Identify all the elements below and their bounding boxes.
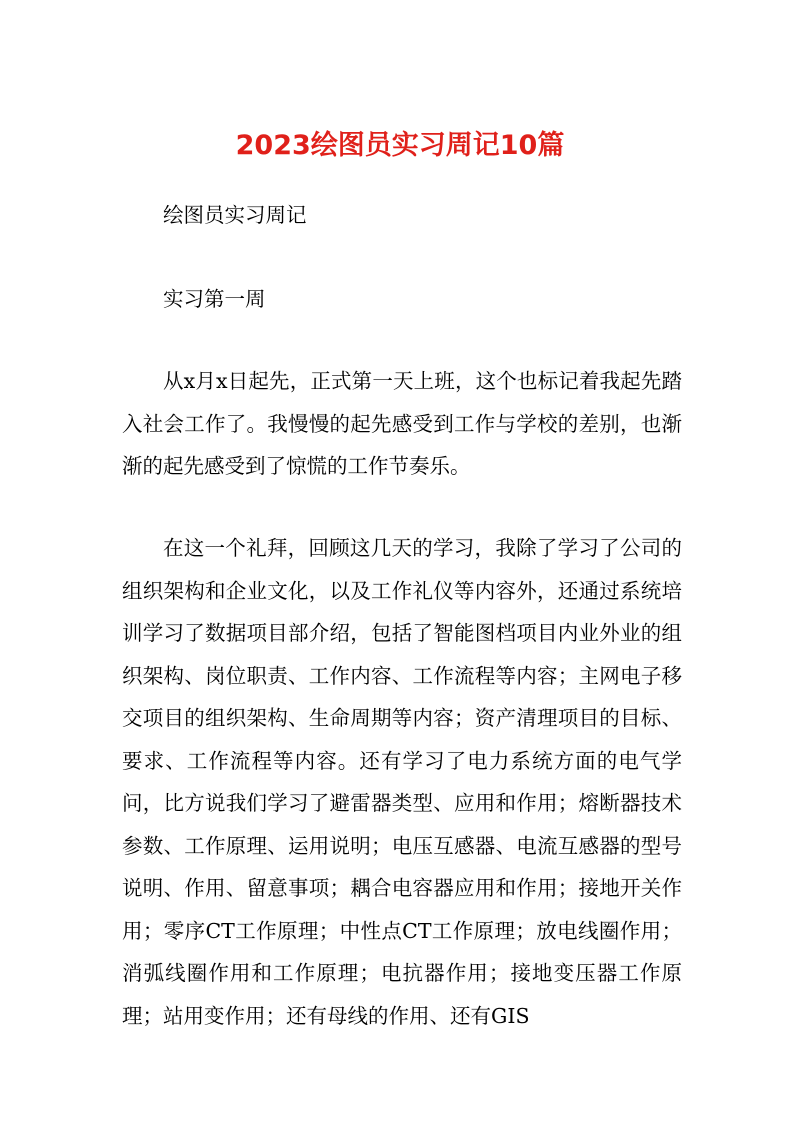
- paragraph-intro: [122, 360, 682, 488]
- section-heading: 绘图员实习周记: [163, 203, 307, 227]
- paragraph-1: 从x月x日起先，正式第一天上班，这个也标记着我起先踏入社会工作了。我慢慢的起先感受到工作与学校的差别，也渐渐的起先感受到了惊慌的工作节奏乐。: [122, 369, 682, 478]
- paragraph-study: [122, 527, 682, 1037]
- week-heading: 实习第一周: [163, 287, 266, 311]
- document-title: 2023绘图员实习周记10篇: [235, 130, 565, 161]
- paragraph-2: 在这一个礼拜，回顾这几天的学习，我除了学习了公司的组织架构和企业文化，以及工作礼仪等内容外，还通过系统培训学习了数据项目部介绍，包括了智能图档项目内业外业的组织架构、岗位职责、工作内容、工作流程等内容；主网电子移交项目的组织架构、生命周期等内容；资产清理项目的目标、要求、工作流程等内容。还有学习了电力系统方面的电气学问，比方说我们学习了避雷器类型、应用和作用；熔断器技术参数、工作原理、运用说明；电压互感器、电流互感器的型号说明、作用、留意事项；耦合电容器应用和作用；接地开关作用；零序CT工作原理；中性点CT工作原理；放电线圈作用；消弧线圈作用和工作原理；电抗器作用；接地变压器工作原理；站用变作用；还有母线的作用、还有GIS: [122, 536, 682, 1028]
